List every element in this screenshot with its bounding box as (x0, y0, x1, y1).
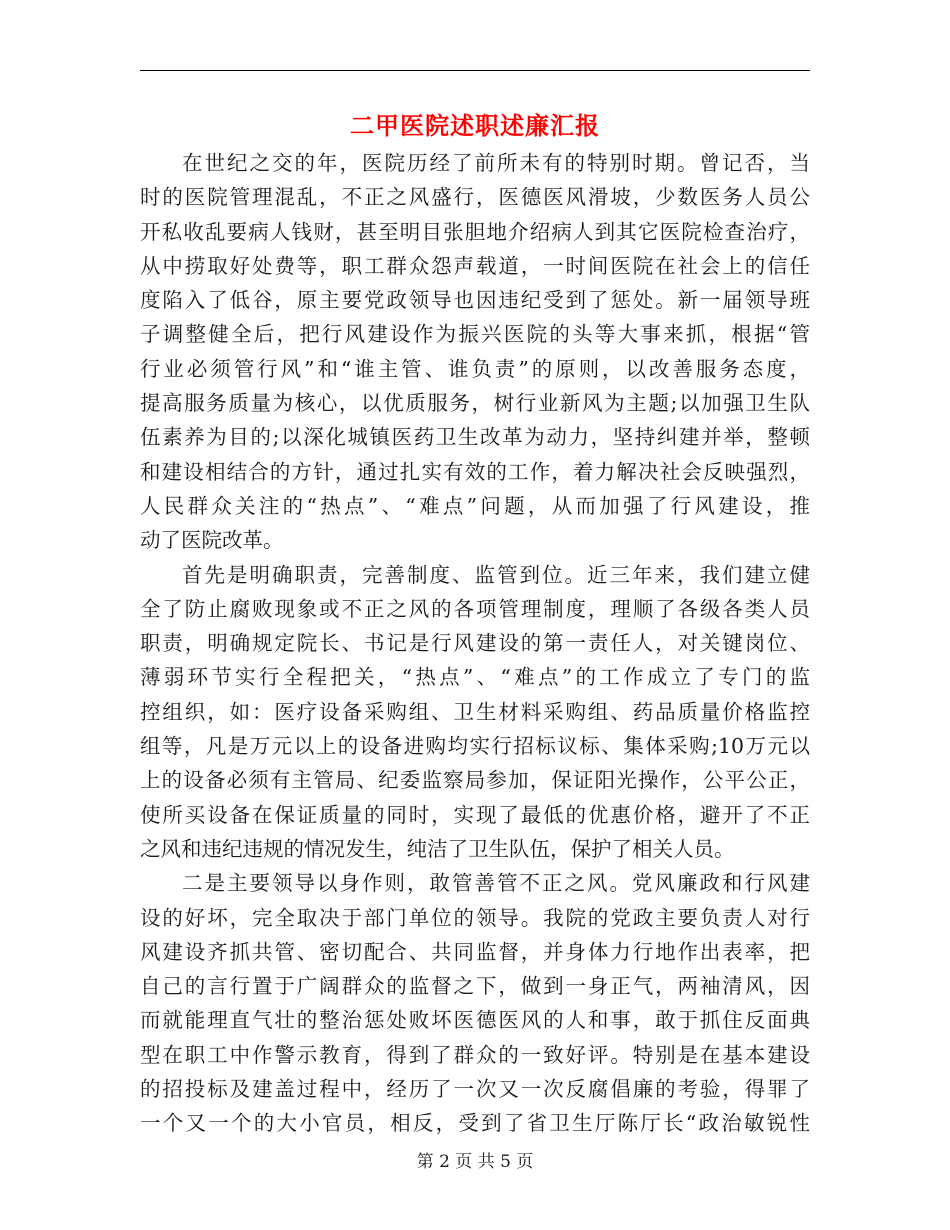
paragraph-1 (140, 146, 810, 558)
paragraph-line: 人民群众关注的“热点”、“难点”问题，从而加强了行风建设，推 (140, 493, 810, 518)
paragraph-line: 职责，明确规定院长、书记是行风建设的第一责任人，对关键岗位、 (140, 631, 810, 656)
paragraph-line: 伍素养为目的;以深化城镇医药卫生改革为动力，坚持纠建并举，整顿 (140, 425, 810, 450)
paragraph-line: 行业必须管行风”和“谁主管、谁负责”的原则，以改善服务态度， (140, 356, 810, 381)
paragraph-line: 型在职工中作警示教育，得到了群众的一致好评。特别是在基本建设 (140, 1042, 810, 1067)
paragraph-line: 提高服务质量为核心，以优质服务，树行业新风为主题;以加强卫生队 (140, 391, 810, 416)
page-number-footer: 第 2 页 共 5 页 (416, 1152, 534, 1172)
document-title: 二甲医院述职述廉汇报 (350, 112, 600, 140)
document-body (140, 146, 810, 1141)
paragraph-line: 从中捞取好处费等，职工群众怨声载道，一时间医院在社会上的信任 (140, 253, 810, 278)
paragraph-line: 动了医院改革。 (140, 528, 284, 553)
paragraph-line: 二是主要领导以身作则，敢管善管不正之风。党风廉政和行风建 (182, 871, 810, 896)
paragraph-line: 而就能理直气壮的整治惩处败坏医德医风的人和事，敢于抓住反面典 (140, 1008, 810, 1033)
paragraph-line: 一个又一个的大小官员，相反，受到了省卫生厅陈厅长“政治敏锐性 (140, 1111, 810, 1136)
paragraph-line: 自己的言行置于广阔群众的监督之下，做到一身正气，两袖清风，因 (140, 974, 810, 999)
paragraph-line: 时的医院管理混乱，不正之风盛行，医德医风滑坡，少数医务人员公 (140, 185, 810, 210)
paragraph-line: 薄弱环节实行全程把关，“热点”、“难点”的工作成立了专门的监 (140, 665, 810, 690)
paragraph-line: 上的设备必须有主管局、纪委监察局参加，保证阳光操作，公平公正， (140, 768, 810, 793)
paragraph-line: 子调整健全后，把行风建设作为振兴医院的头等大事来抓，根据“管 (140, 322, 810, 347)
paragraph-3 (140, 866, 810, 1140)
paragraph-line: 控组织，如：医疗设备采购组、卫生材料采购组、药品质量价格监控 (140, 699, 810, 724)
paragraph-line: 全了防止腐败现象或不正之风的各项管理制度，理顺了各级各类人员 (140, 596, 810, 621)
paragraph-line: 度陷入了低谷，原主要党政领导也因违纪受到了惩处。新一届领导班 (140, 288, 810, 313)
header-rule (140, 70, 810, 71)
paragraph-line: 在世纪之交的年，医院历经了前所未有的特别时期。曾记否，当 (182, 151, 810, 175)
paragraph-line: 之风和违纪违规的情况发生，纯洁了卫生队伍，保护了相关人员。 (140, 836, 735, 861)
paragraph-line: 组等，凡是万元以上的设备进购均实行招标议标、集体采购;10万元以 (140, 734, 810, 759)
paragraph-line: 首先是明确职责，完善制度、监管到位。近三年来，我们建立健 (182, 562, 810, 587)
paragraph-line: 设的好坏，完全取决于部门单位的领导。我院的党政主要负责人对行 (140, 905, 810, 930)
paragraph-line: 开私收乱要病人钱财，甚至明目张胆地介绍病人到其它医院检查治疗， (140, 219, 810, 244)
paragraph-2 (140, 558, 810, 867)
paragraph-line: 风建设齐抓共管、密切配合、共同监督，并身体力行地作出表率，把 (140, 939, 810, 964)
paragraph-line: 的招投标及建盖过程中，经历了一次又一次反腐倡廉的考验，得罪了 (140, 1077, 810, 1102)
paragraph-line: 使所买设备在保证质量的同时，实现了最低的优惠价格，避开了不正 (140, 802, 810, 827)
paragraph-line: 和建设相结合的方针，通过扎实有效的工作，着力解决社会反映强烈， (140, 459, 810, 484)
